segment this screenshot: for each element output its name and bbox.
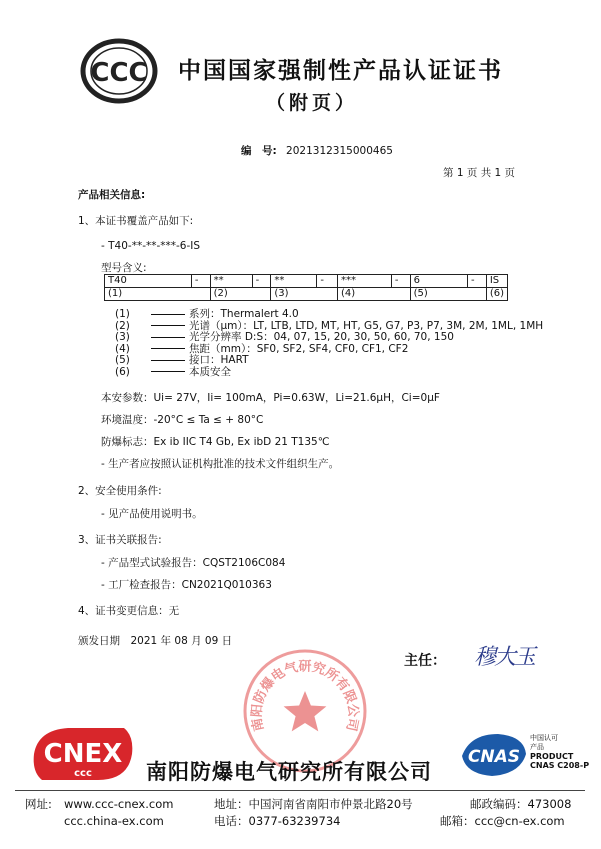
definition-list [115, 308, 543, 377]
item4-title: 4、证书变更信息：无 [78, 605, 180, 617]
model-table [104, 274, 508, 301]
page-subtitle: （附页） [266, 92, 359, 114]
item1-title: 1、本证书覆盖产品如下: [78, 215, 194, 227]
item2-content: - 见产品使用说明书。 [101, 508, 203, 520]
director-signature: 穆大玉 [474, 645, 535, 670]
table-cell: (2) [210, 288, 271, 301]
safety-params: 本安参数：Ui= 27V，Ii= 100mA，Pi=0.63W，Li=21.6μH，Ci=0μF [101, 392, 440, 404]
cnex-logo-sub: ccc [74, 768, 92, 779]
website-label: 网址: [25, 797, 52, 811]
cnas-info: 中国认可 产品 PRODUCT CNAS C208-P [530, 734, 590, 770]
table-cell: IS [486, 275, 507, 288]
item3-title: 3、证书关联报告: [78, 534, 162, 546]
page-info: 第 1 页 共 1 页 [443, 167, 516, 179]
phone: 电话：0377-63239734 [214, 814, 341, 828]
cnex-logo [28, 722, 138, 786]
table-cell: 6 [410, 275, 467, 288]
page-title: 中国国家强制性产品认证证书 [178, 58, 503, 84]
cert-number-row [241, 145, 393, 158]
list-item: (3) 光学分辨率 D:S：04, 07, 15, 20, 30, 50, 60, 70, 150 [115, 331, 454, 343]
table-cell: - [317, 275, 338, 288]
list-item: (4) 焦距（mm）：SF0, SF2, SF4, CF0, CF1, CF2 [115, 342, 409, 355]
website-link-2[interactable]: ccc.china-ex.com [64, 814, 164, 828]
cnas-logo-text: CNAS [467, 747, 521, 767]
list-item: (5) 接口：HART [115, 354, 249, 366]
cnex-logo-text: CNEX [43, 739, 123, 769]
table-cell: T40 [105, 275, 192, 288]
table-row [105, 275, 508, 288]
factory-inspection-report: - 工厂检查报告：CN2021Q010363 [101, 579, 272, 591]
table-cell: - [252, 275, 271, 288]
table-cell: (6) [486, 288, 507, 301]
footer-divider [15, 790, 585, 791]
list-item: (2) 光谱（μm）：LT, LTB, LTD, MT, HT, G5, G7, P3, P7, 3M, 2M, 1ML, 1MH [115, 319, 544, 332]
seal-ring-text: 南阳防爆电气研究所有限公司 [249, 659, 361, 733]
item2-title: 2、安全使用条件: [78, 485, 162, 497]
ccc-logo [80, 38, 158, 104]
table-cell: (5) [410, 288, 486, 301]
section-title: 产品相关信息: [78, 189, 146, 201]
cert-number-label: 编 号: [241, 145, 277, 157]
postcode: 邮政编码：473008 [470, 797, 572, 811]
production-note: - 生产者应按照认证机构批准的技术文件组织生产。 [101, 458, 340, 470]
cert-number-value: 2021312315000465 [286, 145, 393, 157]
model-meaning-label: 型号含义: [101, 262, 147, 274]
email[interactable]: 邮箱：ccc@cn-ex.com [440, 814, 565, 828]
table-cell: - [391, 275, 410, 288]
table-cell: - [468, 275, 487, 288]
table-cell: (1) [105, 288, 211, 301]
list-item: (6) 本质安全 [115, 365, 231, 378]
type-test-report: - 产品型式试验报告：CQST2106C084 [101, 557, 286, 569]
cnas-logo [458, 730, 530, 780]
table-cell: (3) [271, 288, 338, 301]
list-item: (1) 系列：Thermalert 4.0 [115, 308, 299, 320]
issue-date: 颁发日期 2021 年 08 月 09 日 [78, 635, 233, 647]
table-cell: ** [271, 275, 317, 288]
table-cell: *** [338, 275, 392, 288]
website-link-1[interactable]: www.ccc-cnex.com [64, 797, 174, 811]
ex-marking: 防爆标志：Ex ib IIC T4 Gb, Ex ibD 21 T135℃ [101, 436, 330, 448]
address: 地址：中国河南省南阳市仲景北路20号 [214, 797, 413, 811]
ambient-temperature: 环境温度：-20°C ≤ Ta ≤ + 80°C [101, 414, 264, 426]
table-row [105, 288, 508, 301]
table-cell: (4) [338, 288, 411, 301]
organization-name: 南阳防爆电气研究所有限公司 [146, 760, 432, 784]
director-label: 主任： [404, 653, 446, 669]
ccc-logo-text: CCC [90, 58, 148, 88]
table-cell: ** [210, 275, 252, 288]
table-cell: - [191, 275, 210, 288]
model-code: - T40-**-**-***-6-IS [101, 240, 201, 252]
